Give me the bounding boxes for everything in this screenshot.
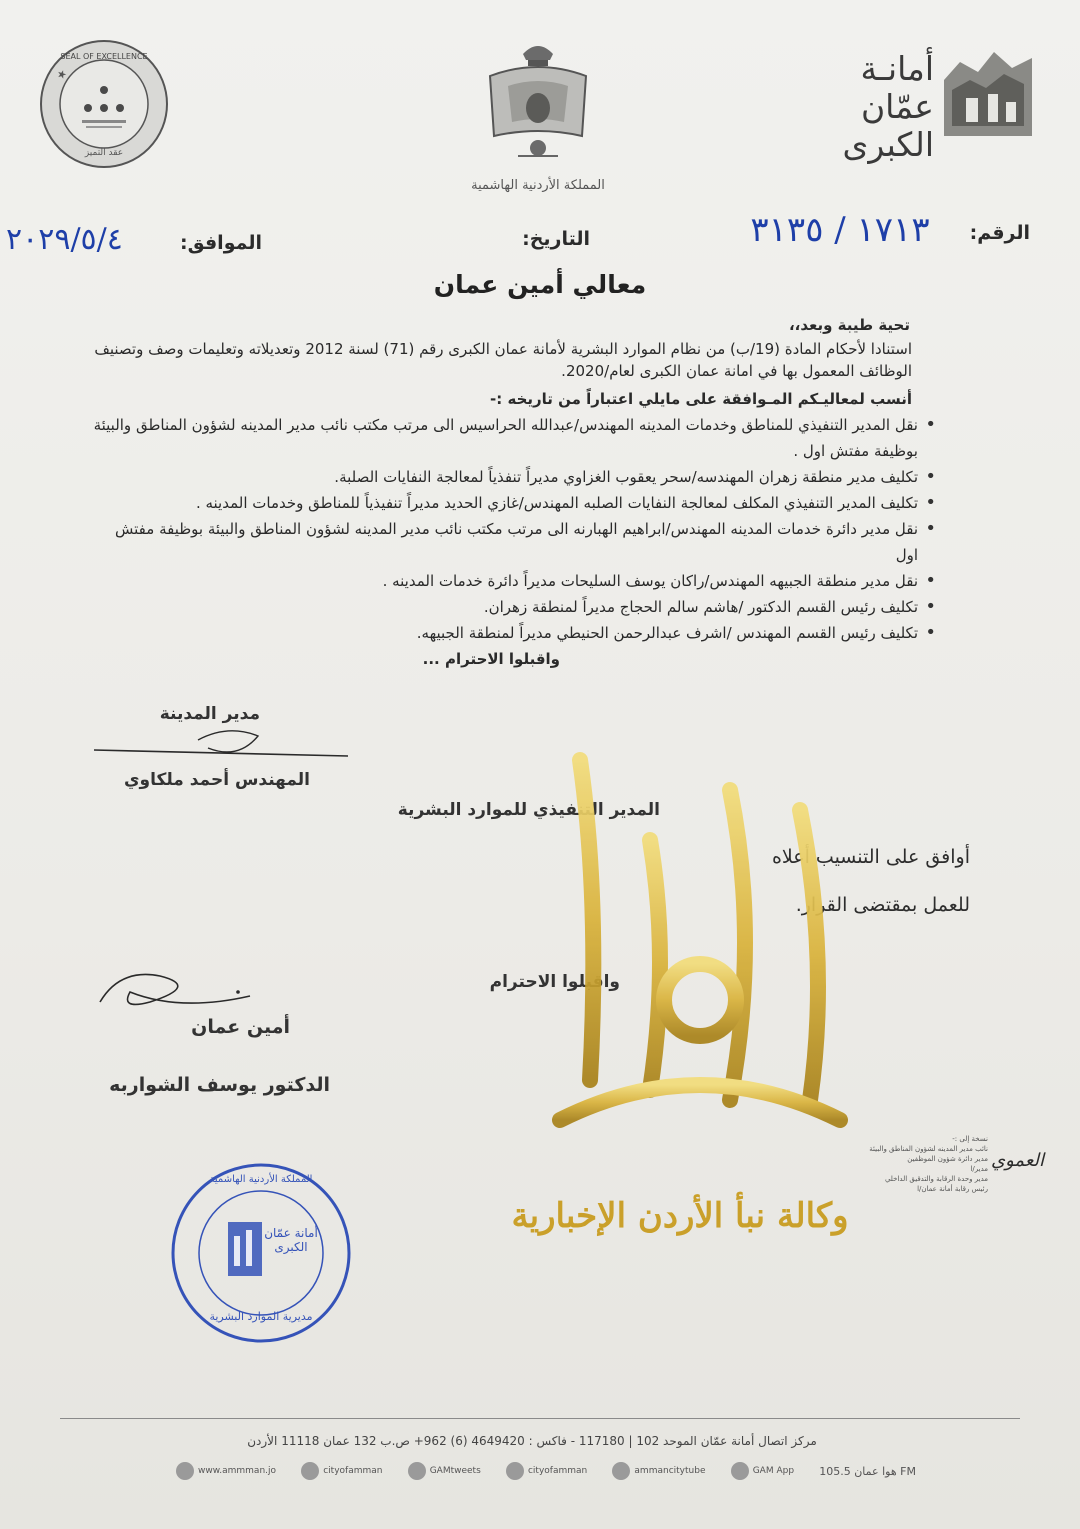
seal-bottom-text: عقد التميز: [84, 148, 124, 158]
stamp-middle-text: أمانة عمّان الكبرى: [264, 1226, 318, 1254]
brand-line-2: عمّان: [860, 87, 934, 126]
social-youtube[interactable]: ammancitytube: [612, 1462, 705, 1480]
list-item: مدير دائرة شؤون الموظفين: [907, 1155, 988, 1163]
footer-divider: [60, 1418, 1020, 1419]
social-app[interactable]: GAM App: [731, 1462, 794, 1480]
reference-number: ١٧١٣ / ٣١٣٥: [750, 210, 930, 250]
approval-line-2: للعمل بمقتضى القرار.: [795, 894, 970, 916]
stamp-top-text: المملكة الأردنية الهاشمية: [209, 1174, 313, 1185]
list-item: • تكليف المدير التنفيذي المكلف لمعالجة النفايات الصلبه المهندس/غازي الحديد مديراً تنفيذياً للمناطق وخدمات المدينه .: [88, 490, 940, 516]
crest-icon: [478, 36, 598, 166]
city-manager-name: المهندس أحمد ملكاوي: [123, 770, 310, 790]
cc-signature: العموي: [991, 1150, 1044, 1171]
intro-paragraph: استنادا لأحكام المادة (19/ب) من نظام الموارد البشرية لأمانة عمان الكبرى رقم (71) لسنة 2012 وتعديلاته وتعليمات وصف وتصنيف الوظائف المعمول بها في امانة عمان الكبرى لعام/2020.: [94, 340, 912, 380]
approval-closing: واقبلوا الاحترام: [489, 972, 620, 992]
closing-line: واقبلوا الاحترام ...: [422, 650, 560, 668]
brand-line-3: الكبرى: [842, 125, 934, 164]
twitter-icon: [408, 1462, 426, 1480]
list-item: • نقل مدير دائرة خدمات المدينه المهندس/ابراهيم الهبارنه الى مرتب مكتب نائب مدير المدينه لشؤون المناطق والبيئة بوظيفة مفتش اول: [88, 516, 940, 568]
number-label: الرقم:: [969, 222, 1030, 244]
decision-list: [88, 412, 940, 646]
seal-title: SEAL OF EXCELLENCE: [60, 52, 148, 61]
cc-label: نسخة إلى :-: [952, 1135, 988, 1143]
royal-crest: [478, 36, 598, 166]
amman-logo-icon: [940, 40, 1036, 140]
approval-line-1: أوافق على التنسيب أعلاه: [771, 846, 970, 868]
list-item: • تكليف رئيس القسم الدكتور /هاشم سالم الحجاج مديراً لمنطقة زهران.: [88, 594, 940, 620]
crest-caption: المملكة الأردنية الهاشمية: [471, 178, 605, 193]
social-website[interactable]: www.ammman.jo: [176, 1462, 276, 1480]
watermark-caption: وكالة نبأ الأردن الإخبارية: [511, 1196, 849, 1236]
list-item: رئيس رقابة أمانة عمان/ا: [917, 1185, 988, 1193]
list-item: نائب مدير المدينه لشؤون المناطق والبيئة: [869, 1145, 988, 1153]
social-facebook[interactable]: cityofamman: [301, 1462, 382, 1480]
social-twitter[interactable]: GAMtweets: [408, 1462, 481, 1480]
greeting: تحية طيبة وبعد،،: [788, 316, 910, 334]
social-bar: [176, 1462, 916, 1480]
app-icon: [731, 1462, 749, 1480]
mayor-name: الدكتور يوسف الشواربه: [109, 1074, 330, 1096]
stamp-bottom-text: مديرية الموارد البشرية: [209, 1310, 313, 1323]
globe-icon: [176, 1462, 194, 1480]
list-item: مدير/ا: [970, 1165, 988, 1173]
letter-title: معالي أمين عمان: [433, 270, 647, 299]
list-item: • تكليف رئيس القسم المهندس /اشرف عبدالرحمن الحنيطي مديراً لمنطقة الجبيهه.: [88, 620, 940, 646]
list-item: مدير وحدة الرقابة والتدقيق الداخلي: [884, 1175, 988, 1183]
list-item: • نقل المدير التنفيذي للمناطق وخدمات المدينه المهندس/عبدالله الحراسيس الى مرتب مكتب نائب مدير المدينه لشؤون المناطق والبيئة بوظيفة مفتش اول .: [88, 412, 940, 464]
list-item: • نقل مدير منطقة الجبيهه المهندس/راكان يوسف السليحات مديراً دائرة خدمات المدينه .: [88, 568, 940, 594]
social-instagram[interactable]: cityofamman: [506, 1462, 587, 1480]
request-line: أنسب لمعاليـكم المـوافقة على مايلي اعتباراً من تاريخه :-: [490, 390, 912, 408]
amman-logo: [940, 40, 1036, 140]
youtube-icon: [612, 1462, 630, 1480]
brand-name: [800, 50, 934, 164]
official-stamp: [168, 1160, 354, 1346]
excellence-seal: [38, 38, 170, 170]
corresponding-label: الموافق:: [180, 232, 262, 254]
brand-line-1: أمانـة: [860, 49, 934, 88]
city-manager-title: مدير المدينة: [159, 704, 260, 724]
social-radio[interactable]: هوا عمان 105.5 FM: [819, 1464, 916, 1478]
footer-contact: مركز اتصال أمانة عمّان الموحد 102 | 117180 - فاكس : 4649420 (6) 962+ ص.ب 132 عمان 11118 الأردن: [247, 1434, 817, 1448]
svg-text:★: ★: [53, 66, 70, 83]
corresponding-date: ٢٠٢٩/٥/٤: [6, 222, 123, 257]
mayor-title: أمين عمان: [191, 1016, 290, 1038]
date-label: التاريخ:: [522, 228, 590, 250]
hr-director-title: المدير التنفيذي للموارد البشرية: [397, 800, 660, 820]
list-item: • تكليف مدير منطقة زهران المهندسه/سحر يعقوب الغزاوي مديراً تنفذياً لمعالجة النفايات الصلبة.: [88, 464, 940, 490]
facebook-icon: [301, 1462, 319, 1480]
instagram-icon: [506, 1462, 524, 1480]
